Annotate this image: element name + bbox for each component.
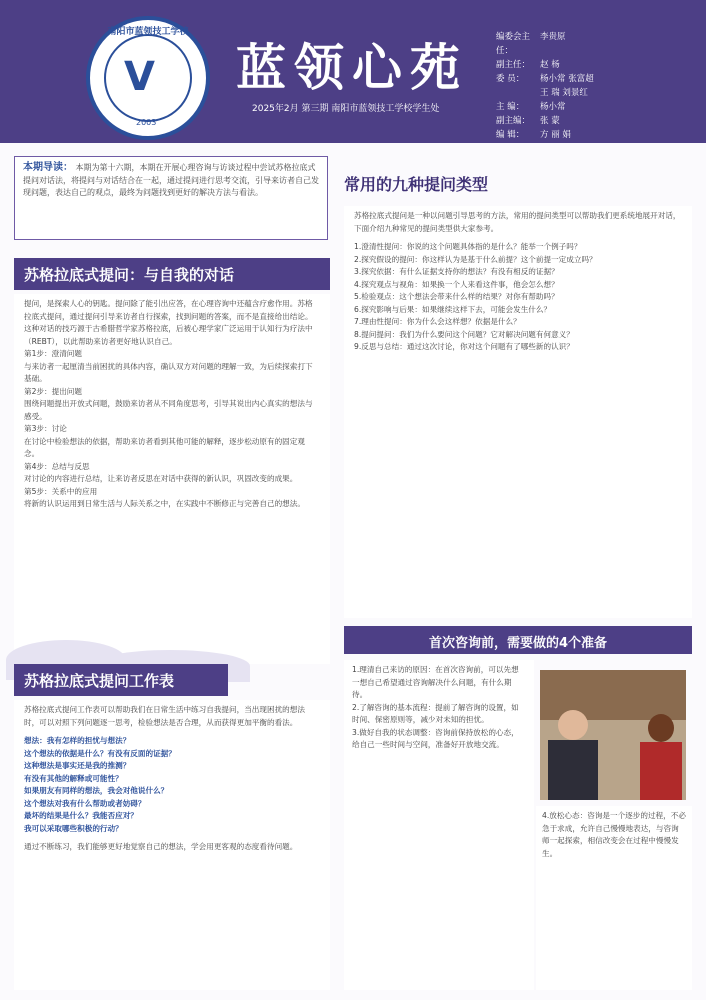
credit-row [496, 128, 696, 142]
worksheet-intro: 苏格拉底式提问工作表可以帮助我们在日常生活中练习自我提问，当出现困扰的想法时，可以对照下列问题逐一思考，检验想法是否合理，从而获得更加平衡的看法。 [24, 705, 305, 727]
question-type-item: 5.检验观点：这个想法会带来什么样的结果？对你有帮助吗？ [354, 292, 559, 301]
section-body-preparation [344, 660, 534, 990]
bookshelf-shape [540, 670, 686, 720]
question-type-item: 7.理由性提问：你为什么会这样想？依据是什么？ [354, 317, 521, 326]
credit-role: 副主任： [496, 60, 531, 70]
counseling-photo [540, 670, 686, 800]
worksheet-question: 有没有其他的解释或可能性？ [24, 773, 123, 783]
credit-name: 王 瑞 刘景红 [540, 88, 588, 98]
credit-name: 赵 杨 [540, 60, 560, 70]
socratic-paragraph: 第2步：提出问题 [24, 386, 82, 396]
worksheet-question: 这种想法是事实还是我的推测？ [24, 761, 131, 770]
question-type-item: 3.探究依据：有什么证据支持你的想法？有没有相反的证据？ [354, 267, 559, 276]
credit-row [496, 114, 696, 128]
section-title-preparation: 首次咨询前，需要做的4个准备 [344, 626, 692, 654]
section-body-worksheet [14, 700, 330, 990]
credit-row [496, 86, 696, 100]
question-type-item: 1.澄清性提问：你说的这个问题具体指的是什么？能举一个例子吗？ [354, 242, 582, 251]
socratic-paragraph: 围绕问题提出开放式问题，鼓励来访者从不同角度思考，引导其说出内心真实的想法与感受。 [24, 399, 313, 421]
school-logo [86, 16, 210, 140]
question-type-item: 9.反思与总结：通过这次讨论，你对这个问题有了哪些新的认识？ [354, 342, 574, 351]
socratic-paragraph: 第5步：关系中的应用 [24, 486, 98, 496]
section-title-worksheet: 苏格拉底式提问工作表 [14, 664, 228, 696]
section-body-question-types [344, 206, 692, 618]
section-title-question-types: 常用的九种提问类型 [344, 175, 489, 194]
question-type-item: 2.探究假设的提问：你这样认为是基于什么前提？这个前提一定成立吗？ [354, 254, 597, 264]
socratic-paragraph: 在讨论中检验想法的依据，帮助来访者看到其他可能的解释，逐步松动原有的固定观念。 [24, 436, 305, 458]
worksheet-question: 最坏的结果是什么？我能否应对？ [24, 811, 138, 820]
worksheet-question: 想法：我有怎样的担忧与想法？ [24, 736, 131, 745]
credit-name: 张 蒙 [540, 116, 560, 126]
credit-name: 杨小常 张富超 [540, 74, 594, 84]
credit-role: 副主编： [496, 116, 531, 126]
worksheet-question: 这个想法对我有什么帮助或者妨碍？ [24, 798, 146, 808]
editorial-credits [496, 30, 696, 142]
socratic-paragraph: 提问，是探索人心的钥匙。提问除了能引出应答，在心理咨询中还蕴含疗愈作用。苏格拉底式提问，通过提问引导来访者自行探索，找到问题的答案，而不是直接给出结论。这种对话的技巧源于古希腊哲学家苏格拉底，后被心理学家广泛运用于认知行为疗法中（REBT），以此帮助来访者更好地认识自己。 [24, 299, 313, 346]
socratic-paragraph: 与来访者一起厘清当前困扰的具体内容，确认双方对问题的理解一致，为后续探索打下基础。 [24, 361, 313, 383]
worksheet-outro: 通过不断练习，我们能够更好地觉察自己的想法，学会用更客观的态度看待问题。 [24, 842, 298, 851]
credit-name: 李贵原 [540, 32, 566, 42]
person-body-shape [548, 740, 598, 800]
credit-role [496, 86, 540, 100]
section-body-socratic [14, 294, 330, 664]
socratic-paragraph: 第1步：澄清问题 [24, 349, 82, 358]
question-type-item: 6.探究影响与后果：如果继续这样下去，可能会发生什么？ [354, 304, 552, 314]
credit-row [496, 58, 696, 72]
issue-line: 2025年2月 第三期 南阳市蓝领技工学校学生处 [252, 104, 440, 114]
credit-role: 编 辑： [496, 130, 525, 140]
preparation-item: 1.理清自己来访的原因：在首次咨询前，可以先想一想自己希望通过咨询解决什么问题，有什么期待。 [352, 665, 519, 699]
worksheet-question: 这个想法的依据是什么？有没有反面的证据？ [24, 748, 176, 758]
socratic-paragraph: 第3步：讨论 [24, 424, 67, 433]
preparation-item-4: 4.放松心态：咨询是一个逐步的过程，不必急于求成，允许自己慢慢地表达，与咨询师一起探索，相信改变会在过程中慢慢发生。 [536, 806, 692, 990]
intro-label: 本期导读： [23, 162, 73, 173]
person-head-shape [558, 710, 588, 740]
credit-row [496, 72, 696, 86]
question-type-item: 4.探究观点与视角：如果换一个人来看这件事，他会怎么想？ [354, 279, 559, 289]
masthead-header [0, 0, 706, 143]
worksheet-question: 我可以采取哪些积极的行动？ [24, 823, 123, 833]
person-body-shape [640, 742, 682, 800]
credit-role: 主 编： [496, 102, 525, 112]
logo-emblem-icon: V [124, 54, 155, 100]
logo-year: 2003 [136, 118, 157, 127]
worksheet-question: 如果朋友有同样的想法，我会对他说什么？ [24, 786, 169, 795]
credit-row [496, 30, 696, 58]
credit-role: 编委会主任： [496, 32, 531, 56]
credit-name: 方 丽 娟 [540, 130, 571, 140]
socratic-paragraph: 将新的认识运用到日常生活与人际关系之中，在实践中不断修正与完善自己的想法。 [24, 499, 305, 508]
socratic-paragraph: 第4步：总结与反思 [24, 461, 90, 471]
intro-text: 本期为第十六期，本期在开展心理咨询与访谈过程中尝试苏格拉底式提问对话法，将提问与对话结合在一起，通过提问进行思考交流，引导来访者自己发现问题，表达自己的观点，最终为问题找到更好的解决方法与看法。 [23, 163, 319, 197]
socratic-paragraph: 对讨论的内容进行总结，让来访者反思在对话中获得的新认识，巩固改变的成果。 [24, 474, 298, 483]
preparation-item: 3.做好自我的状态调整：咨询前保持放松的心态，给自己一些时间与空间，准备好开放地交流。 [352, 727, 519, 749]
preparation-item: 2.了解咨询的基本流程：提前了解咨询的设置，如时间、保密原则等，减少对未知的担忧。 [352, 702, 519, 724]
question-type-item: 8.提问提问：我们为什么要问这个问题？它对解决问题有何意义？ [354, 329, 574, 339]
credit-role: 委 员： [496, 74, 525, 84]
credit-name: 杨小常 [540, 102, 566, 112]
credit-row [496, 100, 696, 114]
person-head-shape [648, 714, 674, 742]
masthead-title: 蓝领心苑 [236, 38, 468, 97]
logo-school-name: 南阳市蓝领技工学校 [107, 27, 189, 37]
intro-box [14, 156, 328, 240]
section-title-socratic: 苏格拉底式提问：与自我的对话 [14, 258, 330, 290]
question-types-intro: 苏格拉底式提问是一种以问题引导思考的方法，常用的提问类型可以帮助我们更系统地展开对话，下面介绍九种常见的提问类型供大家参考。 [354, 211, 681, 233]
